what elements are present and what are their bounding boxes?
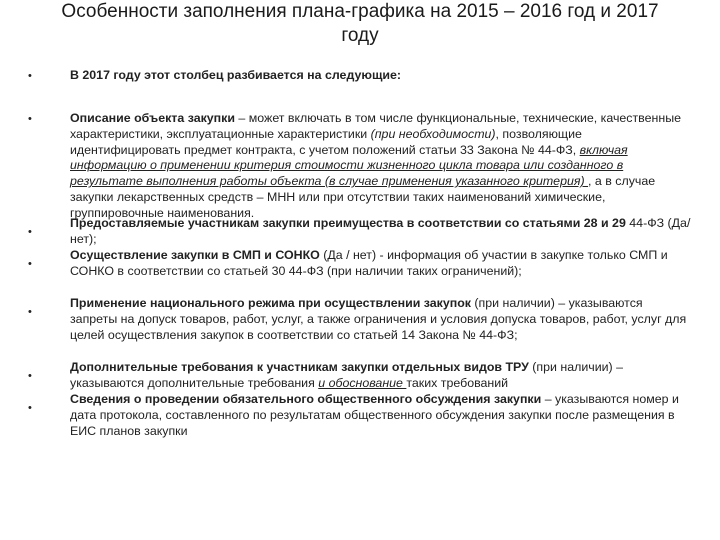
item-bold: Применение национального режима при осуществлении закупок [70, 296, 471, 310]
bullet-icon: • [28, 113, 32, 125]
item-text [70, 296, 692, 343]
page-title [20, 0, 700, 48]
item-text-part: (при наличии) – указываются дополнительные требования [70, 360, 624, 390]
bullet-icon: • [28, 258, 32, 270]
item-bold: Предоставляемые участникам закупки преимущества в соответствии со статьями 28 и 29 [70, 216, 626, 230]
bullet-icon: • [28, 226, 32, 238]
item-text [70, 111, 692, 222]
item-bold: В 2017 году этот столбец разбивается на следующие: [70, 68, 402, 82]
item-bold: Сведения о проведении обязательного общественного обсуждения закупки [70, 392, 542, 406]
item-text-part: (при наличии) – указываются запреты на допуск товаров, работ, услуг, а также ограничения и условия допуска товаров, работ, услуг для целей осуществления закупок в соответствии со статьей 14 Закона № 44-ФЗ; [70, 296, 687, 342]
bullet-icon: • [28, 402, 32, 414]
item-underlined-italic: включая информацию о применении критерия стоимости жизненного цикла товара или созданного в результате выполнения работы объекта (в случае применения указанного критерия) [70, 142, 628, 189]
item-text [70, 68, 692, 84]
item-text [70, 360, 692, 392]
item-bold: Дополнительные требования к участникам закупки отдельных видов ТРУ [70, 360, 529, 374]
bullet-icon: • [28, 70, 32, 82]
item-text [70, 216, 692, 248]
item-text-part: , а в случае закупки лекарственных средств – МНН или при отсутствии таких наименований химические, группировочные наименования. [70, 174, 656, 220]
item-text-part: (Да / нет) - информация об участии в закупке только СМП и СОНКО в соответствии со статьей 30 44-ФЗ (при наличии таких ограничений); [70, 248, 668, 278]
item-text-part: – может включать в том числе функциональные, технические, качественные характеристики, эксплуатационные характеристики [70, 111, 681, 141]
item-text-part: , позволяющие идентифицировать предмет контракта, с учетом положений статьи 33 Закона № 44-ФЗ, [70, 126, 582, 157]
item-text [70, 248, 692, 280]
item-text [70, 392, 692, 439]
item-text-part: – указываются номер и дата протокола, составленного по результатам общественного обсуждения закупки после размещения в ЕИС планов закупки [70, 392, 679, 438]
item-bold: Описание объекта закупки [70, 111, 235, 125]
title-line-1: Особенности заполнения плана-графика на 2015 – 2016 год и 2017 [61, 1, 659, 22]
item-italic: (при необходимости) [370, 126, 496, 141]
item-text-part: таких требований [406, 375, 509, 390]
bullet-icon: • [28, 370, 32, 382]
bullet-icon: • [28, 306, 32, 318]
title-line-2: году [341, 25, 379, 46]
item-bold: Осуществление закупки в СМП и СОНКО [70, 248, 320, 262]
item-text-part: 44-ФЗ (Да/нет); [70, 216, 691, 246]
item-underlined-italic: и обоснование [318, 375, 407, 390]
